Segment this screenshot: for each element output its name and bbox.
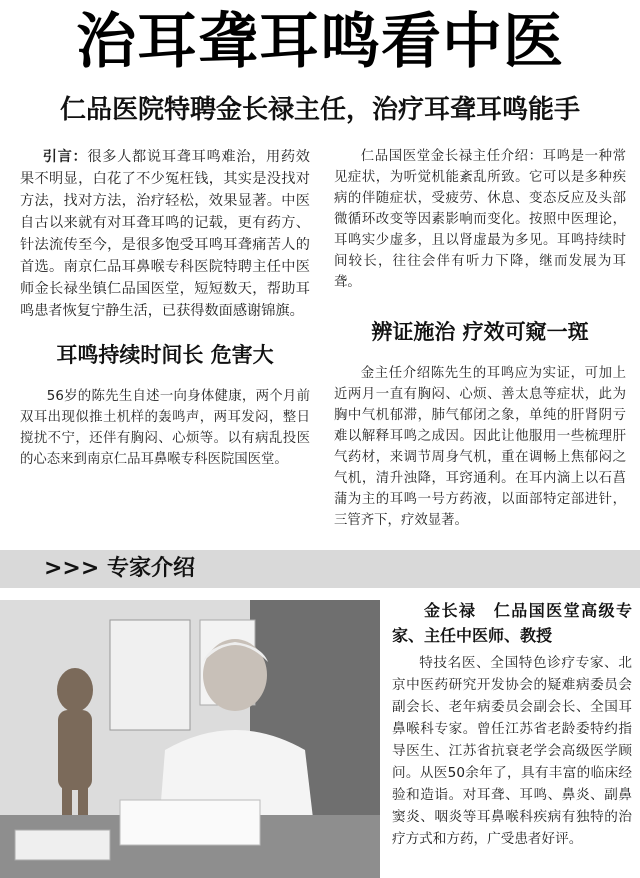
intro-lead: 引言： (42, 149, 88, 165)
section-title-harm: 耳鸣持续时间长 危害大 (56, 343, 274, 367)
director-intro-text: 仁品国医堂金长禄主任介绍：耳鸣是一种常见症状，为听觉机能紊乱所致。它可以是多种疾病的伴随症状，受疲劳、休息、变态反应及头部微循环改变等因素影响而变化。按照中医理论，耳鸣实少虚多，且以肾虚最为多见。耳鸣持续时间较长，往往会伴有听力下降，继而发展为耳聋。 (334, 149, 626, 290)
expert-photo (0, 600, 380, 878)
section-harm-text: 56岁的陈先生自述一向身体健康，两个月前双耳出现似推土机样的轰鸣声，两耳发闷，整日搅扰不宁，还伴有胸闷、心烦等。以有病乱投医的心态来到南京仁品耳鼻喉专科医院国医堂。 (20, 389, 310, 467)
expert-photo-illustration (0, 600, 380, 878)
right-column (334, 146, 626, 531)
expert-bio: 特技名医、全国特色诊疗专家、北京中医药研究开发协会的疑难病委员会副会长、老年病委员会副会长、全国耳鼻喉科专家。曾任江苏省老龄委特约指导医生、江苏省抗衰老学会高级医学顾问。从医50余年了，具有丰富的临床经验和造诣。对耳聋、耳鸣、鼻炎、副鼻窦炎、咽炎等耳鼻喉科疾病有独特的治疗方式和方药，广受患者好评。 (392, 655, 632, 847)
section-title-treatment: 辨证施治 疗效可窥一斑 (371, 320, 589, 344)
expert-info (392, 598, 632, 850)
expert-name: 金长禄 仁品国医堂高级专家、主任中医师、教授 (392, 601, 632, 645)
page-subheadline: 仁品医院特聘金长禄主任，治疗耳聋耳鸣能手 (59, 95, 580, 125)
expert-banner-title: >>> 专家介绍 (44, 556, 195, 581)
left-column (20, 146, 310, 470)
section-treatment-text: 金主任介绍陈先生的耳鸣应为实证，可加上近两月一直有胸闷、心烦、善太息等症状，此为胸中气机郁滞，肺气郁闭之象，单纯的肝肾阴亏难以解释耳鸣之成因。因此让他服用一些梳理肝气药材，来调节周身气机，重在调畅上焦郁闷之气机，清升浊降，耳窍通利。在耳内滴上以石菖蒲为主的耳鸣一号方药液，以面部特定部进针，三管齐下，疗效显著。 (334, 366, 626, 528)
intro-paragraph (20, 146, 310, 322)
expert-banner (0, 550, 640, 588)
page-headline: 治耳聋耳鸣看中医 (76, 7, 564, 77)
intro-text: 很多人都说耳聋耳鸣难治，用药效果不明显，白花了不少冤枉钱，其实是没找对方法，找对方法，治疗轻松，效果显著。中医自古以来就有对耳聋耳鸣的记载，更有药方、针法流传至今，是很多饱受耳鸣耳聋痛苦人的首选。南京仁品耳鼻喉专科医院特聘主任中医师金长禄坐镇仁品国医堂，短短数天，帮助耳鸣患者恢复宁静生活，已获得数面感谢锦旗。 (20, 149, 310, 319)
